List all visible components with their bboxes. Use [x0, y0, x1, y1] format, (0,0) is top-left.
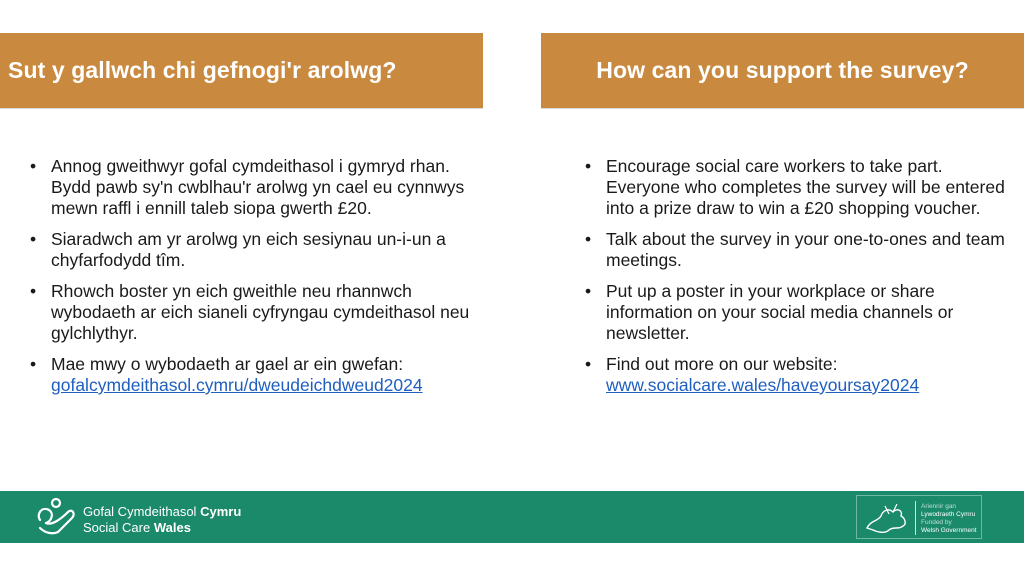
list-item-text: Siaradwch am yr arolwg yn eich sesiynau un-i-un a chyfarfodydd tîm.	[51, 229, 446, 270]
bullet-icon: •	[30, 354, 37, 374]
list-item-text: Find out more on our website:	[606, 354, 838, 374]
bullet-icon: •	[30, 281, 37, 301]
list-item-text: Rhowch boster yn eich gweithle neu rhannwch wybodaeth ar eich sianeli cyfryngau cymdeithasol neu gylchlythyr.	[51, 281, 470, 343]
wg-line3: Funded by	[921, 519, 952, 526]
list-item-text: Annog gweithwyr gofal cymdeithasol i gymryd rhan. Bydd pawb sy'n cwblhau'r arolwg yn cael eu cynnwys mewn raffl i ennill taleb siopa gwerth £20.	[51, 156, 465, 218]
welsh-bullet-list	[30, 156, 470, 406]
bullet-icon: •	[30, 156, 37, 176]
logo-line2-regular: Social Care	[83, 520, 151, 535]
list-item-text: Encourage social care workers to take part. Everyone who completes the survey will be entered into a prize draw to win a £20 shopping voucher.	[606, 156, 1005, 218]
list-item-text: Talk about the survey in your one-to-ones and team meetings.	[606, 229, 1005, 270]
list-item-text: Put up a poster in your workplace or share information on your social media channels or newsletter.	[606, 281, 954, 343]
welsh-government-badge	[856, 495, 982, 539]
wg-line4: Welsh Government	[921, 527, 977, 534]
bullet-icon: •	[30, 229, 37, 249]
logo-wordmark	[83, 504, 241, 536]
list-item	[585, 229, 1005, 271]
logo-line1-regular: Gofal Cymdeithasol	[83, 504, 197, 519]
welsh-header-banner	[0, 33, 483, 108]
english-header-banner	[541, 33, 1024, 108]
bullet-icon: •	[585, 354, 592, 374]
english-bullet-list	[585, 156, 1005, 406]
welsh-government-text	[921, 503, 977, 535]
footer-bar	[0, 491, 1024, 543]
bullet-icon: •	[585, 281, 592, 301]
list-item	[585, 156, 1005, 219]
dragon-icon	[863, 500, 911, 536]
list-item	[30, 229, 470, 271]
wg-line2: Lywodraeth Cymru	[921, 511, 976, 518]
bullet-icon: •	[585, 229, 592, 249]
list-item	[30, 281, 470, 344]
list-item-text: Mae mwy o wybodaeth ar gael ar ein gwefan:	[51, 354, 404, 374]
logo-line2-bold: Wales	[153, 520, 191, 535]
social-care-wales-logo-icon	[32, 494, 78, 540]
logo-line1-bold: Cymru	[200, 504, 242, 519]
list-item	[30, 354, 470, 396]
welsh-heading: Sut y gallwch chi gefnogi'r arolwg?	[8, 57, 397, 83]
list-item	[30, 156, 470, 219]
bullet-icon: •	[585, 156, 592, 176]
list-item	[585, 281, 1005, 344]
wg-line1: Ariennir gan	[921, 503, 957, 510]
english-website-link[interactable]: www.socialcare.wales/haveyoursay2024	[606, 375, 920, 395]
welsh-website-link[interactable]: gofalcymdeithasol.cymru/dweudeichdweud2024	[51, 375, 423, 395]
badge-divider	[915, 501, 916, 535]
list-item	[585, 354, 1005, 396]
english-heading: How can you support the survey?	[596, 57, 969, 83]
